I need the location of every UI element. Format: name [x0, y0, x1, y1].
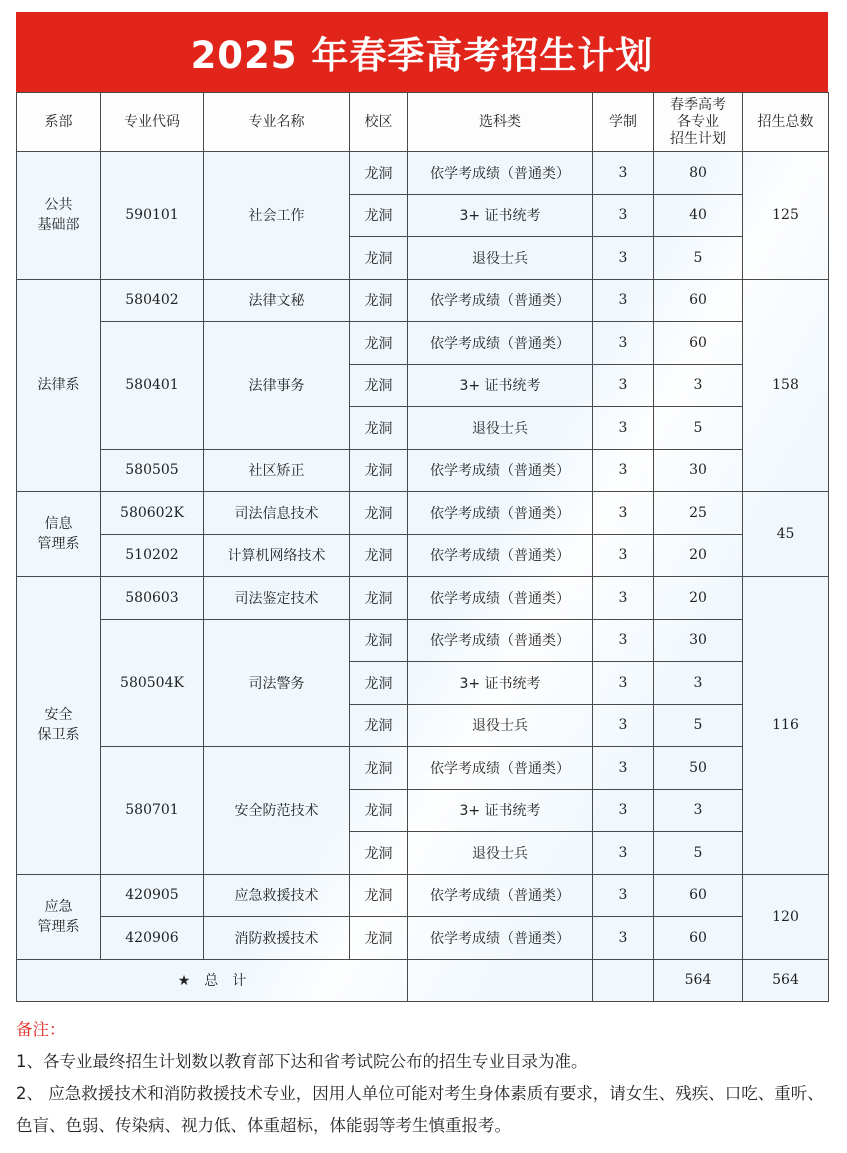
table-row — [17, 874, 829, 917]
dept-cell: 信息 管理系 — [17, 492, 101, 577]
campus-cell: 龙洞 — [350, 492, 408, 535]
grand-total-row — [17, 959, 829, 1001]
campus-cell: 龙洞 — [350, 279, 408, 322]
table-row — [17, 917, 829, 960]
major-name: 司法鉴定技术 — [204, 577, 350, 620]
dept-total: 120 — [743, 874, 829, 959]
plan-cell: 20 — [654, 534, 743, 577]
header-category: 选科类 — [408, 93, 593, 152]
dept-cell: 公共 基础部 — [17, 152, 101, 280]
table-row — [17, 279, 829, 322]
dept-total: 125 — [743, 152, 829, 280]
major-name: 应急救援技术 — [204, 874, 350, 917]
major-name: 法律事务 — [204, 322, 350, 450]
category-cell: 依学考成绩（普通类） — [408, 449, 593, 492]
years-cell: 3 — [593, 237, 654, 280]
category-cell: 退役士兵 — [408, 407, 593, 450]
major-name: 计算机网络技术 — [204, 534, 350, 577]
table-row — [17, 619, 829, 662]
category-cell: 依学考成绩（普通类） — [408, 322, 593, 365]
campus-cell: 龙洞 — [350, 874, 408, 917]
category-cell: 退役士兵 — [408, 237, 593, 280]
plan-cell: 60 — [654, 279, 743, 322]
empty-cell — [408, 959, 593, 1001]
category-cell: 依学考成绩（普通类） — [408, 874, 593, 917]
major-name: 社会工作 — [204, 152, 350, 280]
years-cell: 3 — [593, 662, 654, 705]
header-plan: 春季高考 各专业 招生计划 — [654, 93, 743, 152]
major-name: 法律文秘 — [204, 279, 350, 322]
years-cell: 3 — [593, 619, 654, 662]
plan-cell: 60 — [654, 322, 743, 365]
category-cell: 3+ 证书统考 — [408, 662, 593, 705]
page-title: 2025 年春季高考招生计划 — [190, 34, 654, 77]
years-cell: 3 — [593, 322, 654, 365]
header-name: 专业名称 — [204, 93, 350, 152]
years-cell: 3 — [593, 449, 654, 492]
major-code: 420906 — [101, 917, 204, 960]
years-cell: 3 — [593, 407, 654, 450]
years-cell: 3 — [593, 194, 654, 237]
campus-cell: 龙洞 — [350, 534, 408, 577]
table-header-row — [17, 93, 829, 152]
campus-cell: 龙洞 — [350, 407, 408, 450]
years-cell: 3 — [593, 747, 654, 790]
plan-cell: 3 — [654, 789, 743, 832]
table-row — [17, 152, 829, 195]
dept-total: 116 — [743, 577, 829, 875]
category-cell: 依学考成绩（普通类） — [408, 152, 593, 195]
years-cell: 3 — [593, 534, 654, 577]
major-code: 580505 — [101, 449, 204, 492]
years-cell: 3 — [593, 789, 654, 832]
title-banner — [16, 12, 828, 92]
years-cell: 3 — [593, 917, 654, 960]
campus-cell: 龙洞 — [350, 789, 408, 832]
campus-cell: 龙洞 — [350, 917, 408, 960]
table-row — [17, 534, 829, 577]
plan-cell: 60 — [654, 917, 743, 960]
major-name: 司法信息技术 — [204, 492, 350, 535]
plan-cell: 50 — [654, 747, 743, 790]
campus-cell: 龙洞 — [350, 237, 408, 280]
plan-cell: 3 — [654, 364, 743, 407]
campus-cell: 龙洞 — [350, 152, 408, 195]
category-cell: 依学考成绩（普通类） — [408, 577, 593, 620]
category-cell: 依学考成绩（普通类） — [408, 279, 593, 322]
empty-cell — [593, 959, 654, 1001]
major-code: 580402 — [101, 279, 204, 322]
category-cell: 退役士兵 — [408, 704, 593, 747]
campus-cell: 龙洞 — [350, 194, 408, 237]
plan-cell: 20 — [654, 577, 743, 620]
dept-total: 45 — [743, 492, 829, 577]
grand-total-plan: 564 — [654, 959, 743, 1001]
years-cell: 3 — [593, 492, 654, 535]
dept-cell: 应急 管理系 — [17, 874, 101, 959]
table-row — [17, 577, 829, 620]
major-code: 580602K — [101, 492, 204, 535]
category-cell: 依学考成绩（普通类） — [408, 619, 593, 662]
note-line-1: 1、各专业最终招生计划数以教育部下达和省考试院公布的招生专业目录为准。 — [16, 1052, 588, 1071]
plan-cell: 3 — [654, 662, 743, 705]
major-name: 司法警务 — [204, 619, 350, 747]
years-cell: 3 — [593, 152, 654, 195]
header-total: 招生总数 — [743, 93, 829, 152]
major-name: 消防救援技术 — [204, 917, 350, 960]
grand-total-value: 564 — [743, 959, 829, 1001]
years-cell: 3 — [593, 279, 654, 322]
major-code: 580603 — [101, 577, 204, 620]
major-code: 580504K — [101, 619, 204, 747]
major-code: 420905 — [101, 874, 204, 917]
campus-cell: 龙洞 — [350, 449, 408, 492]
notes-section — [16, 1014, 836, 1142]
category-cell: 依学考成绩（普通类） — [408, 747, 593, 790]
dept-cell: 法律系 — [17, 279, 101, 492]
dept-cell: 安全 保卫系 — [17, 577, 101, 875]
header-code: 专业代码 — [101, 93, 204, 152]
campus-cell: 龙洞 — [350, 704, 408, 747]
note-line-2: 2、 应急救援技术和消防救援技术专业，因用人单位可能对考生身体素质有要求，请女生、残疾、口吃、重听、色盲、色弱、传染病、视力低、体重超标，体能弱等考生慎重报考。 — [16, 1084, 824, 1135]
category-cell: 依学考成绩（普通类） — [408, 534, 593, 577]
campus-cell: 龙洞 — [350, 619, 408, 662]
plan-cell: 80 — [654, 152, 743, 195]
dept-total: 158 — [743, 279, 829, 492]
enrollment-plan-table — [16, 92, 829, 1002]
plan-cell: 5 — [654, 237, 743, 280]
major-code: 580401 — [101, 322, 204, 450]
category-cell: 依学考成绩（普通类） — [408, 492, 593, 535]
table-row — [17, 492, 829, 535]
major-code: 510202 — [101, 534, 204, 577]
category-cell: 3+ 证书统考 — [408, 789, 593, 832]
campus-cell: 龙洞 — [350, 662, 408, 705]
major-name: 安全防范技术 — [204, 747, 350, 875]
plan-cell: 5 — [654, 407, 743, 450]
campus-cell: 龙洞 — [350, 577, 408, 620]
table-row — [17, 747, 829, 790]
category-cell: 3+ 证书统考 — [408, 194, 593, 237]
plan-cell: 60 — [654, 874, 743, 917]
plan-cell: 40 — [654, 194, 743, 237]
header-years: 学制 — [593, 93, 654, 152]
years-cell: 3 — [593, 832, 654, 875]
plan-document — [16, 12, 828, 1002]
campus-cell: 龙洞 — [350, 832, 408, 875]
plan-cell: 5 — [654, 704, 743, 747]
plan-cell: 30 — [654, 619, 743, 662]
campus-cell: 龙洞 — [350, 364, 408, 407]
plan-cell: 30 — [654, 449, 743, 492]
years-cell: 3 — [593, 364, 654, 407]
campus-cell: 龙洞 — [350, 322, 408, 365]
major-name: 社区矫正 — [204, 449, 350, 492]
category-cell: 退役士兵 — [408, 832, 593, 875]
years-cell: 3 — [593, 874, 654, 917]
years-cell: 3 — [593, 577, 654, 620]
header-campus: 校区 — [350, 93, 408, 152]
notes-heading: 备注： — [16, 1020, 66, 1039]
plan-cell: 5 — [654, 832, 743, 875]
table-row — [17, 322, 829, 365]
plan-cell: 25 — [654, 492, 743, 535]
major-code: 580701 — [101, 747, 204, 875]
table-row — [17, 449, 829, 492]
header-dept: 系部 — [17, 93, 101, 152]
major-code: 590101 — [101, 152, 204, 280]
campus-cell: 龙洞 — [350, 747, 408, 790]
category-cell: 3+ 证书统考 — [408, 364, 593, 407]
years-cell: 3 — [593, 704, 654, 747]
category-cell: 依学考成绩（普通类） — [408, 917, 593, 960]
grand-total-label: ★ 总 计 — [17, 959, 408, 1001]
